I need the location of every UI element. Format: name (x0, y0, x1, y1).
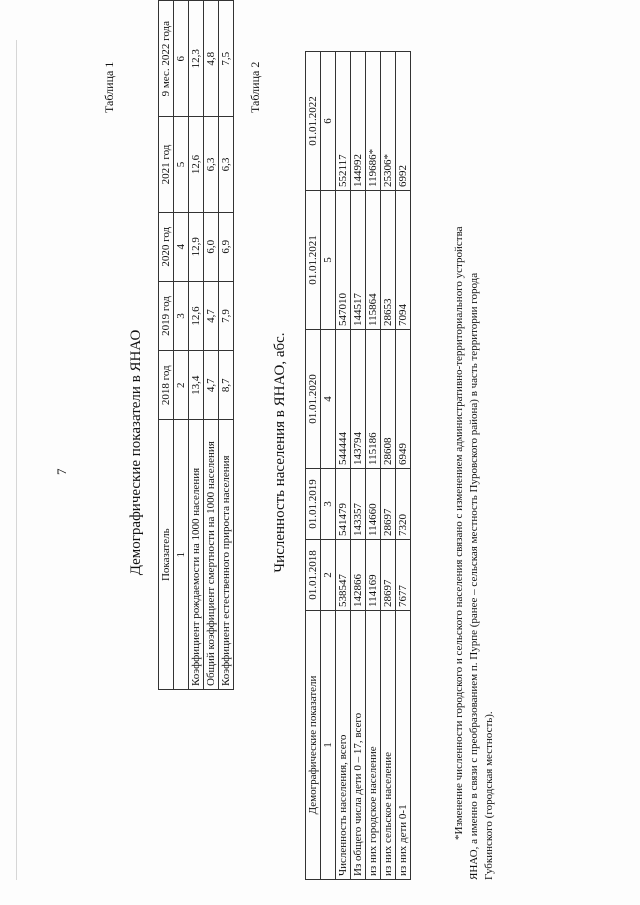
table1-cell: 6,9 (219, 212, 234, 281)
table2-cell: 142866 (351, 540, 366, 611)
table1-cell: 4,7 (204, 281, 219, 350)
table2-cell: 143794 (351, 330, 366, 469)
table2-number-cell: 4 (321, 330, 336, 469)
table2-cell: 538547 (336, 540, 351, 611)
table-row (219, 1, 234, 690)
table2-cell: 541479 (336, 469, 351, 540)
table2-header-cell: 01.01.2019 (306, 469, 321, 540)
table2-cell: 7677 (396, 540, 411, 611)
table-row (396, 52, 411, 880)
table2-cell: 6949 (396, 330, 411, 469)
table1-row-label: Коэффициент рождаемости на 1000 населения (189, 420, 204, 690)
table2-header-cell: 01.01.2018 (306, 540, 321, 611)
table-row (381, 52, 396, 880)
table2-cell: 119686* (366, 52, 381, 191)
table2-number-cell: 5 (321, 191, 336, 330)
table1-cell: 6,3 (219, 117, 234, 212)
table2-header-cell: 01.01.2020 (306, 330, 321, 469)
table2-cell: 25306* (381, 52, 396, 191)
table2-cell: 6992 (396, 52, 411, 191)
table1-numbering-row (174, 1, 189, 690)
table2-header-row (306, 52, 321, 880)
table1-cell: 13,4 (189, 351, 204, 420)
table2-cell: 28608 (381, 330, 396, 469)
table2-cell: 7094 (396, 191, 411, 330)
table2-cell: 114660 (366, 469, 381, 540)
table2-row-label: Из общего числа дети 0 – 17, всего (351, 611, 366, 880)
table1-cell: 6,0 (204, 212, 219, 281)
table2-row-label: Численность населения, всего (336, 611, 351, 880)
table1-cell: 8,7 (219, 351, 234, 420)
table2-header-cell: 01.01.2021 (306, 191, 321, 330)
table1-cell: 12,6 (189, 117, 204, 212)
table1-cell: 7,9 (219, 281, 234, 350)
footnote-line: *Изменение численности городского и сельского населения связано с изменением административно-территориального устройства (453, 226, 465, 840)
table1-label: Таблица 1 (102, 61, 116, 113)
table1-row-label: Коэффициент естественного прироста населения (219, 420, 234, 690)
table1-header-cell: 9 мес. 2022 года (159, 1, 174, 117)
table2-cell: 7320 (396, 469, 411, 540)
table1-header-row (159, 1, 174, 690)
table1-header-cell: 2019 год (159, 281, 174, 350)
table2-cell: 28697 (381, 540, 396, 611)
table-row (351, 52, 366, 880)
table2-number-cell: 6 (321, 52, 336, 191)
table1-number-cell: 1 (174, 420, 189, 690)
table1-number-cell: 4 (174, 212, 189, 281)
table1 (158, 0, 234, 690)
table2-cell: 28697 (381, 469, 396, 540)
table2-cell: 115186 (366, 330, 381, 469)
footnote-line: Губкинского (городская местность). (483, 711, 495, 880)
table2-header-cell: 01.01.2022 (306, 52, 321, 191)
table2-number-cell: 2 (321, 540, 336, 611)
table2-title: Численность населения в ЯНАО, абс. (272, 332, 288, 573)
table1-number-cell: 6 (174, 1, 189, 117)
table1-cell: 12,3 (189, 1, 204, 117)
table1-cell: 4,7 (204, 351, 219, 420)
table2-number-cell: 3 (321, 469, 336, 540)
table2-cell: 547010 (336, 191, 351, 330)
table2-label: Таблица 2 (248, 61, 262, 113)
table2-numbering-row (321, 52, 336, 880)
table2-cell: 552117 (336, 52, 351, 191)
table1-row-label: Общий коэффициент смертности на 1000 населения (204, 420, 219, 690)
table1-number-cell: 3 (174, 281, 189, 350)
table1-cell: 6,3 (204, 117, 219, 212)
table2-number-cell: 1 (321, 611, 336, 880)
table2-cell: 114169 (366, 540, 381, 611)
table1-cell: 4,8 (204, 1, 219, 117)
footnote (452, 25, 497, 880)
table2-cell: 115864 (366, 191, 381, 330)
table1-header-cell: 2018 год (159, 351, 174, 420)
table1-header-cell: 2020 год (159, 212, 174, 281)
table1-number-cell: 5 (174, 117, 189, 212)
table2 (305, 51, 411, 880)
table2-row-label: из них дети 0-1 (396, 611, 411, 880)
table1-cell: 12,9 (189, 212, 204, 281)
table-row (189, 1, 204, 690)
table1-header-cell: 2021 год (159, 117, 174, 212)
table2-cell: 143357 (351, 469, 366, 540)
footnote-line: ЯНАО, а именно в связи с преобразованием п. Пурпе (ранее – сельская местность Пуровского района) в часть территории города (468, 272, 480, 880)
table2-cell: 28653 (381, 191, 396, 330)
table2-cell: 144517 (351, 191, 366, 330)
table2-header-cell: Демографические показатели (306, 611, 321, 880)
table1-header-cell: Показатель (159, 420, 174, 690)
table1-cell: 12,6 (189, 281, 204, 350)
table-row (366, 52, 381, 880)
page-number: 7 (54, 468, 69, 475)
table-row (336, 52, 351, 880)
table2-cell: 544444 (336, 330, 351, 469)
table1-cell: 7,5 (219, 1, 234, 117)
table-row (204, 1, 219, 690)
table1-title: Демографические показатели в ЯНАО (128, 329, 144, 576)
table2-row-label: из них городское население (366, 611, 381, 880)
table1-number-cell: 2 (174, 351, 189, 420)
table2-row-label: из них сельское население (381, 611, 396, 880)
table2-cell: 144992 (351, 52, 366, 191)
